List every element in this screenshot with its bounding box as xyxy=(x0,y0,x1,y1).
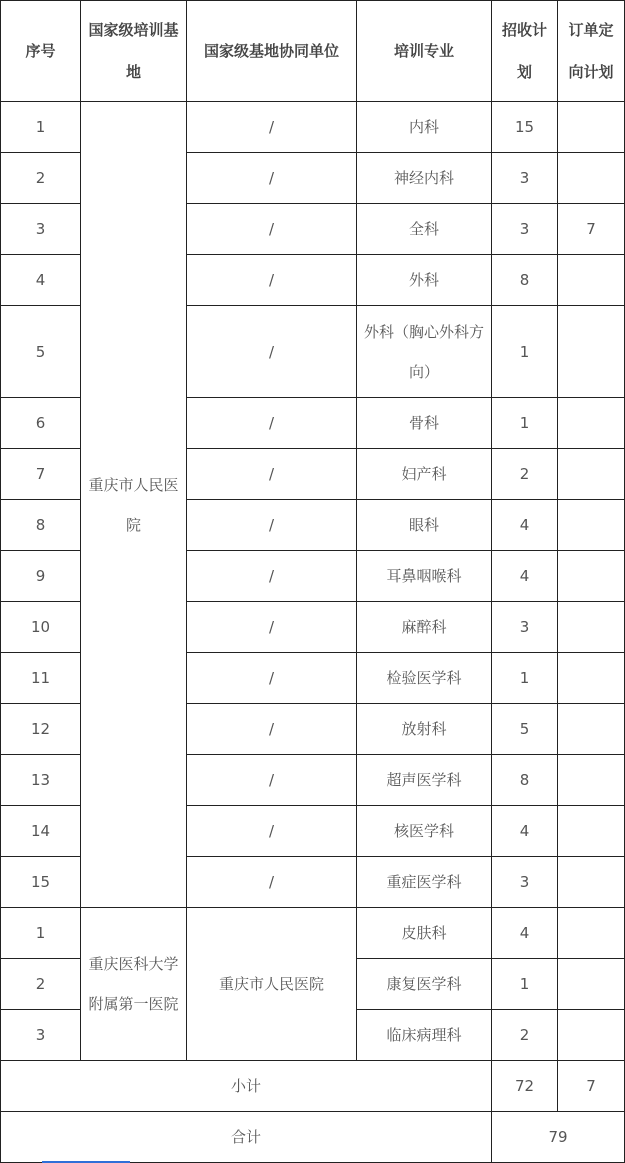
major-cell: 核医学科 xyxy=(357,806,492,857)
plan-cell: 8 xyxy=(492,255,558,306)
order-cell xyxy=(558,449,625,500)
order-cell xyxy=(558,500,625,551)
plan-cell: 8 xyxy=(492,755,558,806)
seq-cell: 14 xyxy=(1,806,81,857)
order-cell xyxy=(558,102,625,153)
order-cell xyxy=(558,153,625,204)
base-cell: 重庆市人民医院 xyxy=(81,102,187,908)
plan-cell: 3 xyxy=(492,153,558,204)
subtotal-order: 7 xyxy=(558,1061,625,1112)
header-plan: 招收计划 xyxy=(492,1,558,102)
plan-cell: 1 xyxy=(492,306,558,398)
major-cell: 神经内科 xyxy=(357,153,492,204)
seq-cell: 5 xyxy=(1,306,81,398)
major-cell: 检验医学科 xyxy=(357,653,492,704)
partner-cell: / xyxy=(187,653,357,704)
partner-cell: / xyxy=(187,153,357,204)
plan-cell: 4 xyxy=(492,806,558,857)
plan-cell: 3 xyxy=(492,602,558,653)
order-cell xyxy=(558,602,625,653)
plan-cell: 1 xyxy=(492,398,558,449)
plan-cell: 3 xyxy=(492,857,558,908)
header-row xyxy=(1,1,625,102)
subtotal-label: 小计 xyxy=(1,1061,492,1112)
partner-cell: / xyxy=(187,551,357,602)
major-cell: 骨科 xyxy=(357,398,492,449)
major-cell: 全科 xyxy=(357,204,492,255)
major-cell: 超声医学科 xyxy=(357,755,492,806)
seq-cell: 2 xyxy=(1,959,81,1010)
seq-cell: 4 xyxy=(1,255,81,306)
partner-cell: / xyxy=(187,204,357,255)
plan-cell: 15 xyxy=(492,102,558,153)
major-cell: 临床病理科 xyxy=(357,1010,492,1061)
order-cell xyxy=(558,806,625,857)
table-row xyxy=(1,908,625,959)
header-major: 培训专业 xyxy=(357,1,492,102)
partner-cell: / xyxy=(187,255,357,306)
major-cell: 康复医学科 xyxy=(357,959,492,1010)
subtotal-plan: 72 xyxy=(492,1061,558,1112)
major-cell: 麻醉科 xyxy=(357,602,492,653)
order-cell xyxy=(558,704,625,755)
order-cell xyxy=(558,255,625,306)
plan-cell: 4 xyxy=(492,908,558,959)
header-partner: 国家级基地协同单位 xyxy=(187,1,357,102)
seq-cell: 8 xyxy=(1,500,81,551)
partner-cell: / xyxy=(187,102,357,153)
seq-cell: 9 xyxy=(1,551,81,602)
major-cell: 妇产科 xyxy=(357,449,492,500)
seq-cell: 3 xyxy=(1,204,81,255)
plan-cell: 3 xyxy=(492,204,558,255)
partner-cell: / xyxy=(187,806,357,857)
seq-cell: 2 xyxy=(1,153,81,204)
plan-cell: 2 xyxy=(492,1010,558,1061)
order-cell xyxy=(558,653,625,704)
plan-cell: 4 xyxy=(492,500,558,551)
partner-cell: / xyxy=(187,857,357,908)
header-order: 订单定向计划 xyxy=(558,1,625,102)
partner-cell: / xyxy=(187,449,357,500)
seq-cell: 10 xyxy=(1,602,81,653)
major-cell: 眼科 xyxy=(357,500,492,551)
partner-cell: / xyxy=(187,602,357,653)
order-cell: 7 xyxy=(558,204,625,255)
plan-cell: 2 xyxy=(492,449,558,500)
major-cell: 耳鼻咽喉科 xyxy=(357,551,492,602)
major-cell: 皮肤科 xyxy=(357,908,492,959)
partner-cell: 重庆市人民医院 xyxy=(187,908,357,1061)
order-cell xyxy=(558,755,625,806)
subtotal-row xyxy=(1,1061,625,1112)
major-cell: 重症医学科 xyxy=(357,857,492,908)
partner-cell: / xyxy=(187,704,357,755)
order-cell xyxy=(558,908,625,959)
order-cell xyxy=(558,306,625,398)
seq-cell: 7 xyxy=(1,449,81,500)
header-seq: 序号 xyxy=(1,1,81,102)
order-cell xyxy=(558,959,625,1010)
order-cell xyxy=(558,551,625,602)
total-label: 合计 xyxy=(1,1112,492,1163)
plan-cell: 1 xyxy=(492,959,558,1010)
partner-cell: / xyxy=(187,398,357,449)
seq-cell: 1 xyxy=(1,908,81,959)
order-cell xyxy=(558,1010,625,1061)
seq-cell: 1 xyxy=(1,102,81,153)
base-cell: 重庆医科大学附属第一医院 xyxy=(81,908,187,1061)
partner-cell: / xyxy=(187,755,357,806)
plan-cell: 4 xyxy=(492,551,558,602)
seq-cell: 6 xyxy=(1,398,81,449)
table-row xyxy=(1,102,625,153)
plan-cell: 5 xyxy=(492,704,558,755)
seq-cell: 12 xyxy=(1,704,81,755)
table-body xyxy=(1,102,625,1163)
order-cell xyxy=(558,398,625,449)
seq-cell: 11 xyxy=(1,653,81,704)
header-base: 国家级培训基地 xyxy=(81,1,187,102)
seq-cell: 15 xyxy=(1,857,81,908)
partner-cell: / xyxy=(187,306,357,398)
major-cell: 放射科 xyxy=(357,704,492,755)
major-cell: 内科 xyxy=(357,102,492,153)
order-cell xyxy=(558,857,625,908)
seq-cell: 13 xyxy=(1,755,81,806)
major-cell: 外科（胸心外科方向） xyxy=(357,306,492,398)
major-cell: 外科 xyxy=(357,255,492,306)
seq-cell: 3 xyxy=(1,1010,81,1061)
total-value: 79 xyxy=(492,1112,625,1163)
plan-cell: 1 xyxy=(492,653,558,704)
partner-cell: / xyxy=(187,500,357,551)
total-row xyxy=(1,1112,625,1163)
